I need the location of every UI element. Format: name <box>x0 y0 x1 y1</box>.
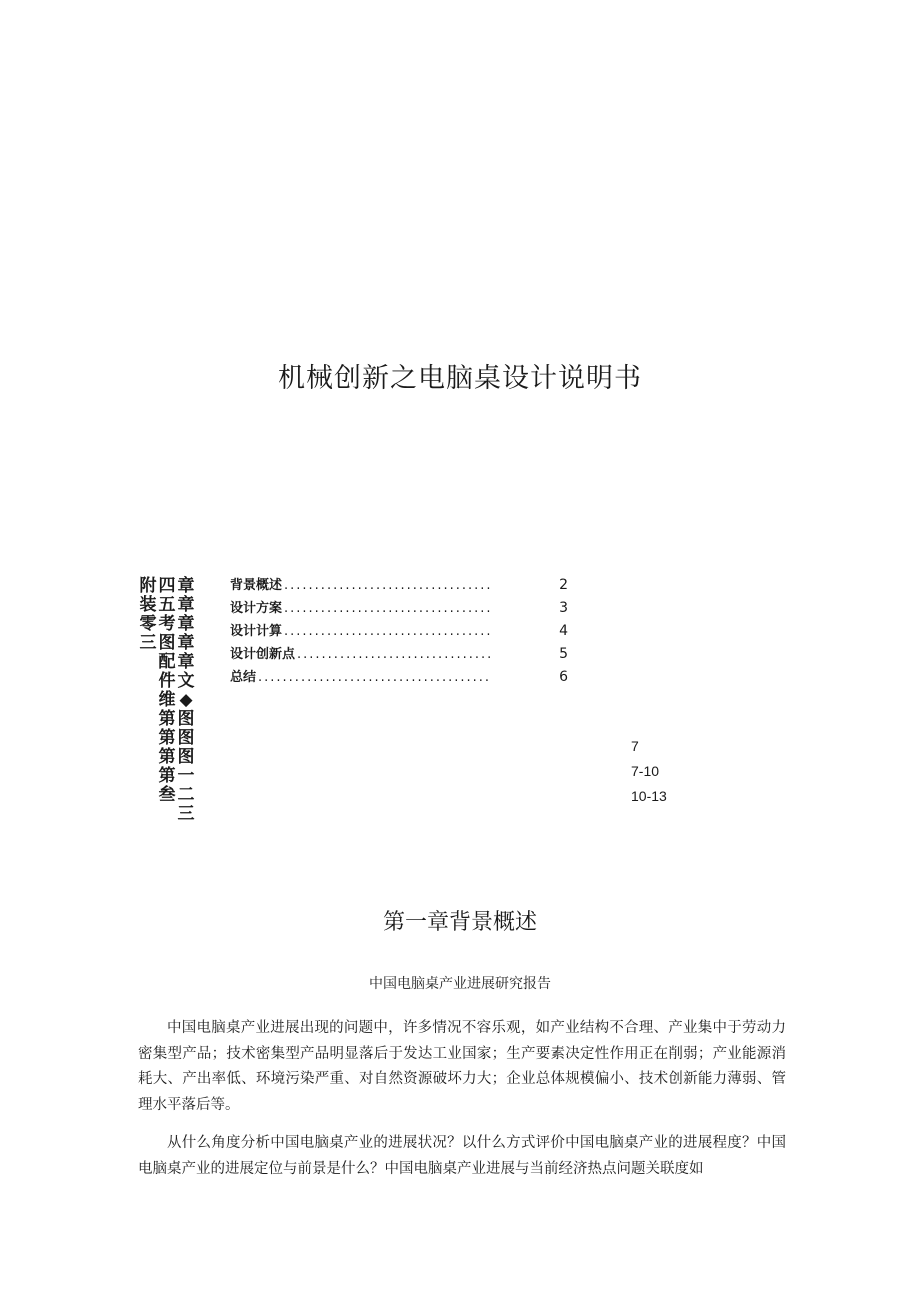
toc-char: 四 <box>158 576 176 596</box>
toc-char: 章 <box>177 576 195 596</box>
toc-char: 考 <box>158 614 176 634</box>
toc-char: 维 <box>158 690 176 710</box>
toc-char: 五 <box>158 595 176 615</box>
toc-entry[interactable] <box>230 666 568 686</box>
toc-char: 章 <box>177 633 195 653</box>
toc-char: 图 <box>177 709 195 729</box>
toc-page-number: 6 <box>559 669 568 685</box>
toc-char: 叁 <box>158 785 176 805</box>
toc-char: 第 <box>158 766 176 786</box>
toc-page-number: 2 <box>559 577 568 593</box>
toc-entry[interactable] <box>230 597 568 617</box>
toc-entry-label: 背景概述 <box>230 578 283 593</box>
toc-leader-dots: .................................. <box>284 578 493 593</box>
toc-char: 第 <box>158 709 176 729</box>
toc-char: ◆ <box>179 690 193 710</box>
toc-char: 图 <box>158 633 176 653</box>
toc-vertical-column-2 <box>157 577 177 805</box>
toc-char: 图 <box>177 747 195 767</box>
toc-leader-dots: ................................ <box>297 647 494 662</box>
toc-char: 零 <box>139 614 157 634</box>
toc-char: 图 <box>177 728 195 748</box>
toc-char: 一 <box>177 766 195 786</box>
toc-entry[interactable] <box>230 620 568 640</box>
toc-entry-label: 设计计算 <box>230 624 283 639</box>
toc-page-number: 5 <box>559 646 568 662</box>
chapter-heading: 第一章背景概述 <box>382 910 537 935</box>
toc-entry-label: 设计创新点 <box>230 647 296 662</box>
toc-char: 二 <box>177 785 195 805</box>
toc-char: 第 <box>158 747 176 767</box>
toc-char: 装 <box>139 595 157 615</box>
toc-leader-dots: .................................. <box>284 601 493 616</box>
document-title: 机械创新之电脑桌设计说明书 <box>278 363 642 394</box>
toc-page-number: 10-13 <box>631 788 667 804</box>
toc-char: 三 <box>177 804 195 824</box>
toc-char: 件 <box>158 671 176 691</box>
toc-vertical-column-3 <box>176 577 196 824</box>
body-paragraph: 中国电脑桌产业进展出现的问题中，许多情况不容乐观，如产业结构不合理、产业集中于劳动力密集型产品；技术密集型产品明显落后于发达工业国家；生产要素决定性作用正在削弱；产业能源消耗大、产出率低、环境污染严重、对自然资源破坏力大；企业总体规模偏小、技术创新能力薄弱、管理水平落后等。 <box>138 1020 786 1113</box>
toc-vertical-column-1 <box>138 577 158 653</box>
toc-entry-label: 总结 <box>230 670 257 685</box>
toc-entry[interactable] <box>230 574 568 594</box>
toc-char: 章 <box>177 652 195 672</box>
toc-entry-label: 设计方案 <box>230 601 283 616</box>
toc-char: 章 <box>177 595 195 615</box>
toc-leader-dots: ...................................... <box>258 670 492 685</box>
toc-char: 三 <box>139 633 157 653</box>
body-paragraph: 从什么角度分析中国电脑桌产业的进展状况？以什么方式评价中国电脑桌产业的进展程度？中国电脑桌产业的进展定位与前景是什么？中国电脑桌产业进展与当前经济热点问题关联度如 <box>138 1135 786 1177</box>
toc-char: 附 <box>139 576 157 596</box>
toc-page-number: 7-10 <box>631 763 660 779</box>
toc-char: 文 <box>177 671 195 691</box>
toc-char: 配 <box>158 652 176 672</box>
toc-char: 第 <box>158 728 176 748</box>
toc-page-number: 3 <box>559 600 568 616</box>
toc-page-number: 4 <box>559 623 568 639</box>
toc-page-number: 7 <box>631 738 639 754</box>
toc-entry[interactable] <box>230 643 568 663</box>
toc-leader-dots: .................................. <box>284 624 493 639</box>
section-subtitle: 中国电脑桌产业进展研究报告 <box>369 976 551 992</box>
toc-char: 章 <box>177 614 195 634</box>
